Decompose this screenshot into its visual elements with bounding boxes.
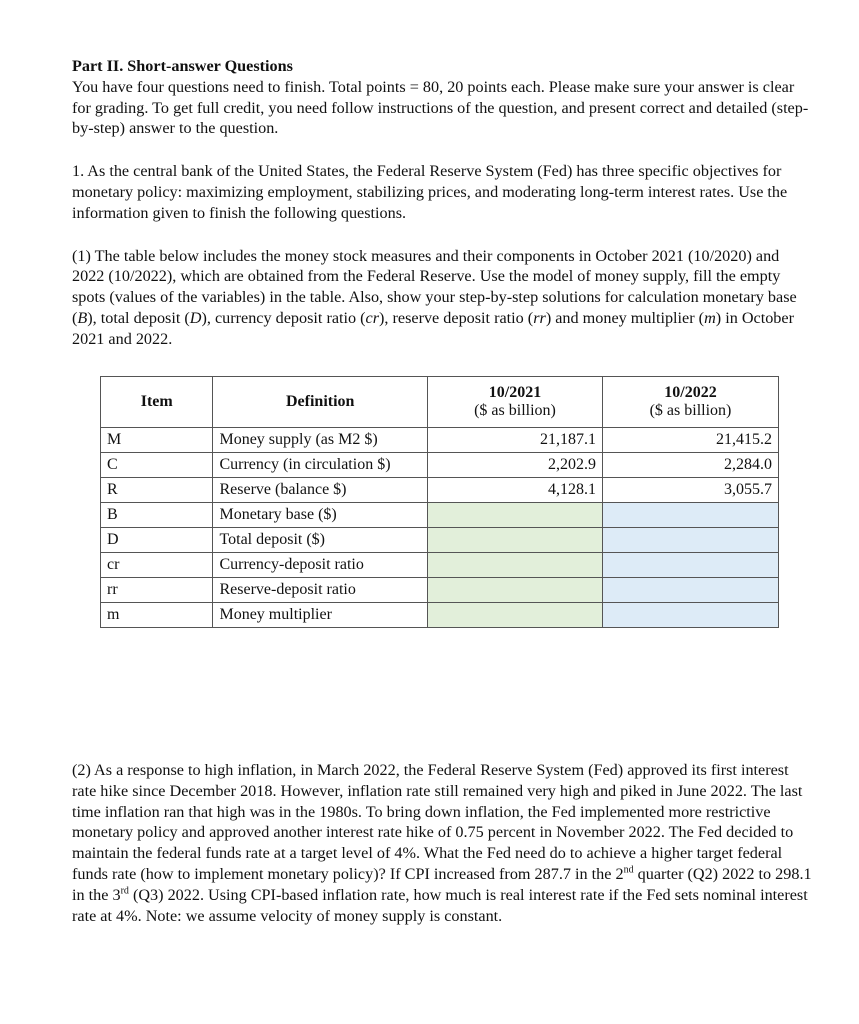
money-supply-table-wrapper	[100, 376, 779, 628]
instructions-paragraph: You have four questions need to finish. Total points = 80, 20 points each. Please make sure your answer is clear for grading. To get full credit, you need follow instructions of the question, and present correct and detailed (step-by-step) answer to the question.	[72, 77, 809, 138]
cell-value-2022-blank[interactable]	[602, 503, 778, 528]
money-supply-table	[100, 376, 779, 628]
table-row	[101, 428, 779, 453]
cell-value-2022-blank[interactable]	[602, 553, 778, 578]
cell-value-2022-blank[interactable]	[602, 578, 778, 603]
cell-item: cr	[101, 553, 213, 578]
cell-value-2021: 4,128.1	[428, 478, 603, 503]
header-item: Item	[101, 377, 213, 428]
cell-definition: Monetary base ($)	[213, 503, 428, 528]
cell-value-2021-blank[interactable]	[428, 578, 603, 603]
cell-item: M	[101, 428, 213, 453]
cell-value-2022-blank[interactable]	[602, 528, 778, 553]
question-1-part-1-paragraph: (1) The table below includes the money stock measures and their components in October 2021 (10/2020) and 2022 (10/2022), which are obtained from the Federal Reserve. Use the model of money supply, fill the empty spots (values of the variables) in the table. Also, show your step-by-step solutions for calculation monetary base (B), total deposit (D), currency deposit ratio (cr), reserve deposit ratio (rr) and money multiplier (m) in October 2021 and 2022.	[72, 246, 797, 348]
cell-item: C	[101, 453, 213, 478]
cell-item: rr	[101, 578, 213, 603]
cell-item: m	[101, 603, 213, 628]
cell-value-2021-blank[interactable]	[428, 528, 603, 553]
cell-value-2022: 3,055.7	[602, 478, 778, 503]
cell-definition: Money supply (as M2 $)	[213, 428, 428, 453]
cell-item: R	[101, 478, 213, 503]
table-row	[101, 553, 779, 578]
cell-definition: Reserve-deposit ratio	[213, 578, 428, 603]
question-1-part-2	[72, 760, 812, 926]
table-header-row	[101, 377, 779, 428]
cell-definition: Currency (in circulation $)	[213, 453, 428, 478]
cell-value-2021-blank[interactable]	[428, 503, 603, 528]
cell-value-2021-blank[interactable]	[428, 553, 603, 578]
cell-definition: Total deposit ($)	[213, 528, 428, 553]
cell-value-2022-blank[interactable]	[602, 603, 778, 628]
cell-value-2022: 2,284.0	[602, 453, 778, 478]
cell-definition: Money multiplier	[213, 603, 428, 628]
cell-definition: Reserve (balance $)	[213, 478, 428, 503]
part-title: Part II. Short-answer Questions	[72, 57, 293, 75]
question-1-part-2-paragraph: (2) As a response to high inflation, in March 2022, the Federal Reserve System (Fed) approved its first interest rate hike since December 2018. However, inflation rate still remained very high and piked in June 2022. The last time inflation ran that high was in the 1980s. To bring down inflation, the Fed implemented more restrictive monetary policy and approved another interest rate hike of 0.75 percent in November 2022. The Fed decided to maintain the federal funds rate at a target level of 4%. What the Fed need do to achieve a higher target federal funds rate (how to implement monetary policy)? If CPI increased from 287.7 in the 2nd quarter (Q2) 2022 to 298.1 in the 3rd (Q3) 2022. Using CPI-based inflation rate, how much is real interest rate if the Fed sets nominal interest rate at 4%. Note: we assume velocity of money supply is constant.	[72, 761, 812, 925]
cell-definition: Currency-deposit ratio	[213, 553, 428, 578]
header-definition: Definition	[213, 377, 428, 428]
header-2022: 10/2022 ($ as billion)	[602, 377, 778, 428]
cell-value-2021-blank[interactable]	[428, 603, 603, 628]
table-row	[101, 503, 779, 528]
table-row	[101, 528, 779, 553]
cell-item: B	[101, 503, 213, 528]
cell-item: D	[101, 528, 213, 553]
table-row	[101, 578, 779, 603]
table-row	[101, 603, 779, 628]
cell-value-2021: 2,202.9	[428, 453, 603, 478]
header-2021: 10/2021 ($ as billion)	[428, 377, 603, 428]
question-document	[72, 56, 812, 350]
table-row	[101, 453, 779, 478]
cell-value-2021: 21,187.1	[428, 428, 603, 453]
question-1-paragraph: 1. As the central bank of the United States, the Federal Reserve System (Fed) has three specific objectives for monetary policy: maximizing employment, stabilizing prices, and moderating long-term interest rates. Use the information given to finish the following questions.	[72, 162, 788, 222]
cell-value-2022: 21,415.2	[602, 428, 778, 453]
table-row	[101, 478, 779, 503]
